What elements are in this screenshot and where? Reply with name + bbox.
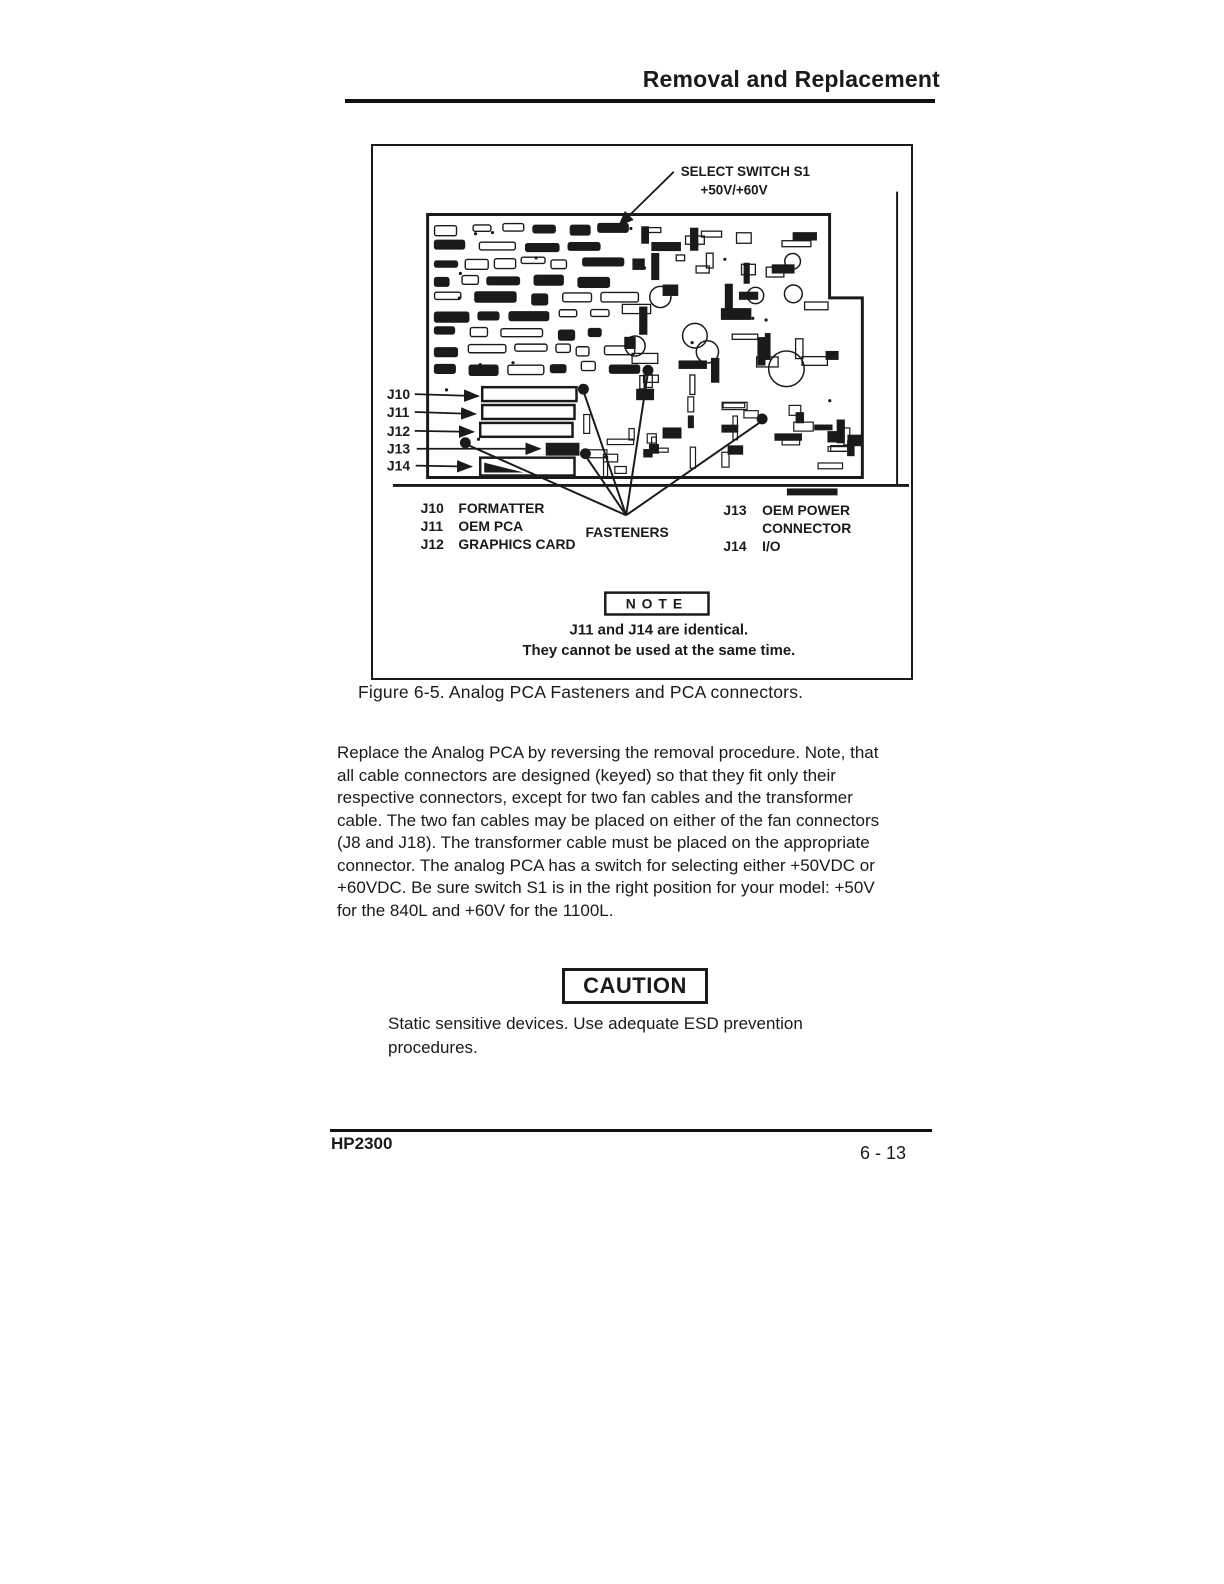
- note-line-2: They cannot be used at the same time.: [522, 643, 796, 660]
- caution-line: Static sensitive devices. Use adequate ESD prevention: [388, 1014, 803, 1033]
- legend-j13-name-line2: CONNECTOR: [762, 520, 852, 537]
- connector-slot-j11: [482, 405, 574, 419]
- header-rule: [345, 99, 935, 103]
- caution-line: procedures.: [388, 1037, 478, 1057]
- connector-slot-j12: [480, 423, 572, 437]
- legend-j12-name: GRAPHICS CARD: [458, 535, 576, 552]
- body-line: +60VDC. Be sure switch S1 is in the right position for your model: +50V: [337, 878, 875, 897]
- note-title: NOTE: [625, 595, 689, 612]
- connector-slot-j13: [546, 443, 580, 456]
- legend-j11-ref: J11: [420, 518, 444, 535]
- legend-j14-ref: J14: [723, 537, 747, 554]
- select-switch-label-line2: +50V/+60V: [700, 182, 768, 198]
- callout-j13: J13: [386, 440, 411, 457]
- footer-rule: [330, 1129, 932, 1132]
- callout-j14: J14: [386, 457, 411, 474]
- connector-slot-j10: [482, 387, 576, 401]
- fasteners-label: FASTENERS: [585, 524, 669, 541]
- legend-j14-name: I/O: [762, 537, 781, 554]
- fastener-dot: [580, 448, 591, 459]
- body-paragraph: [337, 742, 949, 922]
- footer-model: HP2300: [331, 1134, 393, 1153]
- caution-text: [388, 1012, 868, 1059]
- legend-j10-name: FORMATTER: [458, 500, 545, 517]
- footer-page-number: 6 - 13: [860, 1143, 907, 1163]
- callout-j12: J12: [386, 422, 411, 439]
- chassis-tab: [787, 488, 838, 495]
- note-line-1: J11 and J14 are identical.: [569, 622, 749, 639]
- body-line: cable. The two fan cables may be placed on either of the fan connectors: [337, 810, 880, 830]
- legend-j11-name: OEM PCA: [458, 518, 524, 535]
- figure-frame: [371, 144, 913, 680]
- body-line: respective connectors, except for two fan cables and the transformer: [337, 788, 853, 807]
- board-diagram: [373, 146, 911, 678]
- body-line: Replace the Analog PCA by reversing the removal procedure. Note, that: [337, 743, 879, 762]
- callout-j10: J10: [386, 386, 411, 403]
- select-switch-label-line1: SELECT SWITCH S1: [680, 163, 811, 179]
- legend-j13-ref: J13: [723, 502, 747, 519]
- caution-box: CAUTION: [562, 968, 708, 1004]
- legend-j10-ref: J10: [420, 500, 444, 517]
- body-line: for the 840L and +60V for the 1100L.: [337, 900, 614, 920]
- body-line: all cable connectors are designed (keyed) so that they fit only their: [337, 765, 836, 785]
- body-line: (J8 and J18). The transformer cable must be placed on the appropriate: [337, 833, 870, 852]
- page-title: Removal and Replacement: [642, 66, 940, 92]
- callout-j11: J11: [386, 403, 410, 420]
- body-line: connector. The analog PCA has a switch for selecting either +50VDC or: [337, 855, 875, 875]
- legend-j13-name-line1: OEM POWER: [762, 502, 850, 519]
- legend-j12-ref: J12: [420, 535, 444, 552]
- figure-caption: Figure 6-5. Analog PCA Fasteners and PCA connectors.: [358, 682, 804, 702]
